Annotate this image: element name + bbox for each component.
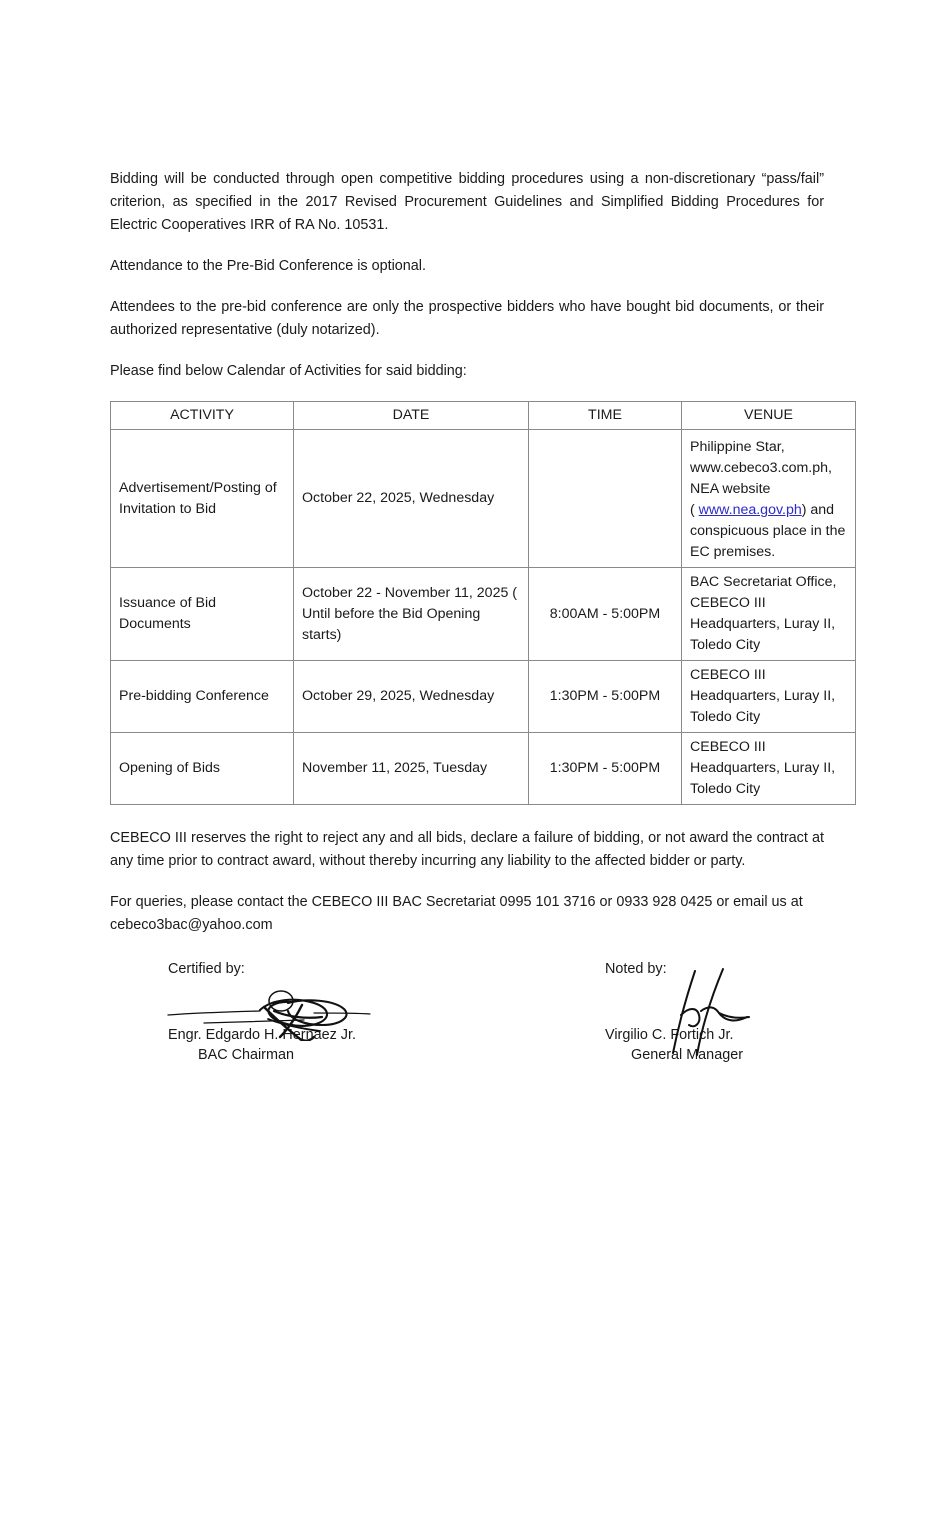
cell-date: November 11, 2025, Tuesday [294, 733, 529, 805]
paragraph-reservation-of-rights: CEBECO III reserves the right to reject any and all bids, declare a failure of bidding, or not award the contract at any time prior to contract award, without thereby incurring any liability to the affected bidder or party. [110, 830, 824, 869]
signatory-name-right: Virgilio C. Fortich Jr. [605, 1027, 734, 1043]
cell-activity: Issuance of Bid Documents [111, 568, 294, 661]
table-row [111, 430, 856, 568]
signature-block-noted-by [605, 959, 933, 1065]
column-header-date: DATE [294, 402, 529, 430]
calendar-of-activities-table [110, 401, 856, 805]
cell-activity: Advertisement/Posting of Invitation to Bid [111, 430, 294, 568]
cell-time: 1:30PM - 5:00PM [529, 733, 682, 805]
signatory-title-left: BAC Chairman [198, 1047, 294, 1063]
nea-website-link[interactable]: www.nea.gov.ph [698, 502, 802, 518]
signature-area [110, 959, 850, 1069]
signature-space-left [168, 981, 498, 1025]
certified-by-label: Certified by: [168, 961, 245, 977]
table-row [111, 733, 856, 805]
signature-space-right [605, 981, 933, 1025]
document-body [110, 168, 846, 1069]
paragraph-prebid-optional: Attendance to the Pre-Bid Conference is optional. [110, 258, 426, 274]
table-header-row [111, 402, 856, 430]
cell-venue: CEBECO III Headquarters, Luray II, Toledo City [682, 661, 856, 733]
column-header-time: TIME [529, 402, 682, 430]
signatory-name-left: Engr. Edgardo H. Hernaez Jr. [168, 1027, 356, 1043]
signature-block-certified-by [168, 959, 498, 1065]
cell-time: 8:00AM - 5:00PM [529, 568, 682, 661]
paragraph-attendees: Attendees to the pre-bid conference are only the prospective bidders who have bought bid documents, or their authorized representative (duly notarized). [110, 299, 824, 338]
column-header-venue: VENUE [682, 402, 856, 430]
table-row [111, 661, 856, 733]
paragraph-bidding-procedures: Bidding will be conducted through open competitive bidding procedures using a non-discretionary “pass/fail” criterion, as specified in the 2017 Revised Procurement Guidelines and Simplified Bidding Procedures for Electric Cooperatives IRR of RA No. 10531. [110, 171, 824, 233]
paragraph-queries-contact: For queries, please contact the CEBECO III BAC Secretariat 0995 101 3716 or 0933 928 0425 or email us at cebeco3bac@yahoo.com [110, 894, 803, 933]
cell-venue [682, 430, 856, 568]
table-row [111, 568, 856, 661]
cell-date: October 22 - November 11, 2025 ( Until before the Bid Opening starts) [294, 568, 529, 661]
cell-time [529, 430, 682, 568]
signatory-title-right: General Manager [631, 1047, 743, 1063]
venue-text-before-link: Philippine Star, www.cebeco3.com.ph, NEA website ( [690, 439, 832, 518]
cell-venue: CEBECO III Headquarters, Luray II, Toledo City [682, 733, 856, 805]
cell-time: 1:30PM - 5:00PM [529, 661, 682, 733]
paragraph-calendar-intro: Please find below Calendar of Activities for said bidding: [110, 363, 467, 379]
cell-date: October 22, 2025, Wednesday [294, 430, 529, 568]
column-header-activity: ACTIVITY [111, 402, 294, 430]
venue-text-after-link: ) and conspicuous place in the EC premises. [690, 502, 846, 560]
cell-activity: Opening of Bids [111, 733, 294, 805]
cell-activity: Pre-bidding Conference [111, 661, 294, 733]
noted-by-label: Noted by: [605, 961, 667, 977]
cell-venue: BAC Secretariat Office, CEBECO III Headquarters, Luray II, Toledo City [682, 568, 856, 661]
cell-date: October 29, 2025, Wednesday [294, 661, 529, 733]
